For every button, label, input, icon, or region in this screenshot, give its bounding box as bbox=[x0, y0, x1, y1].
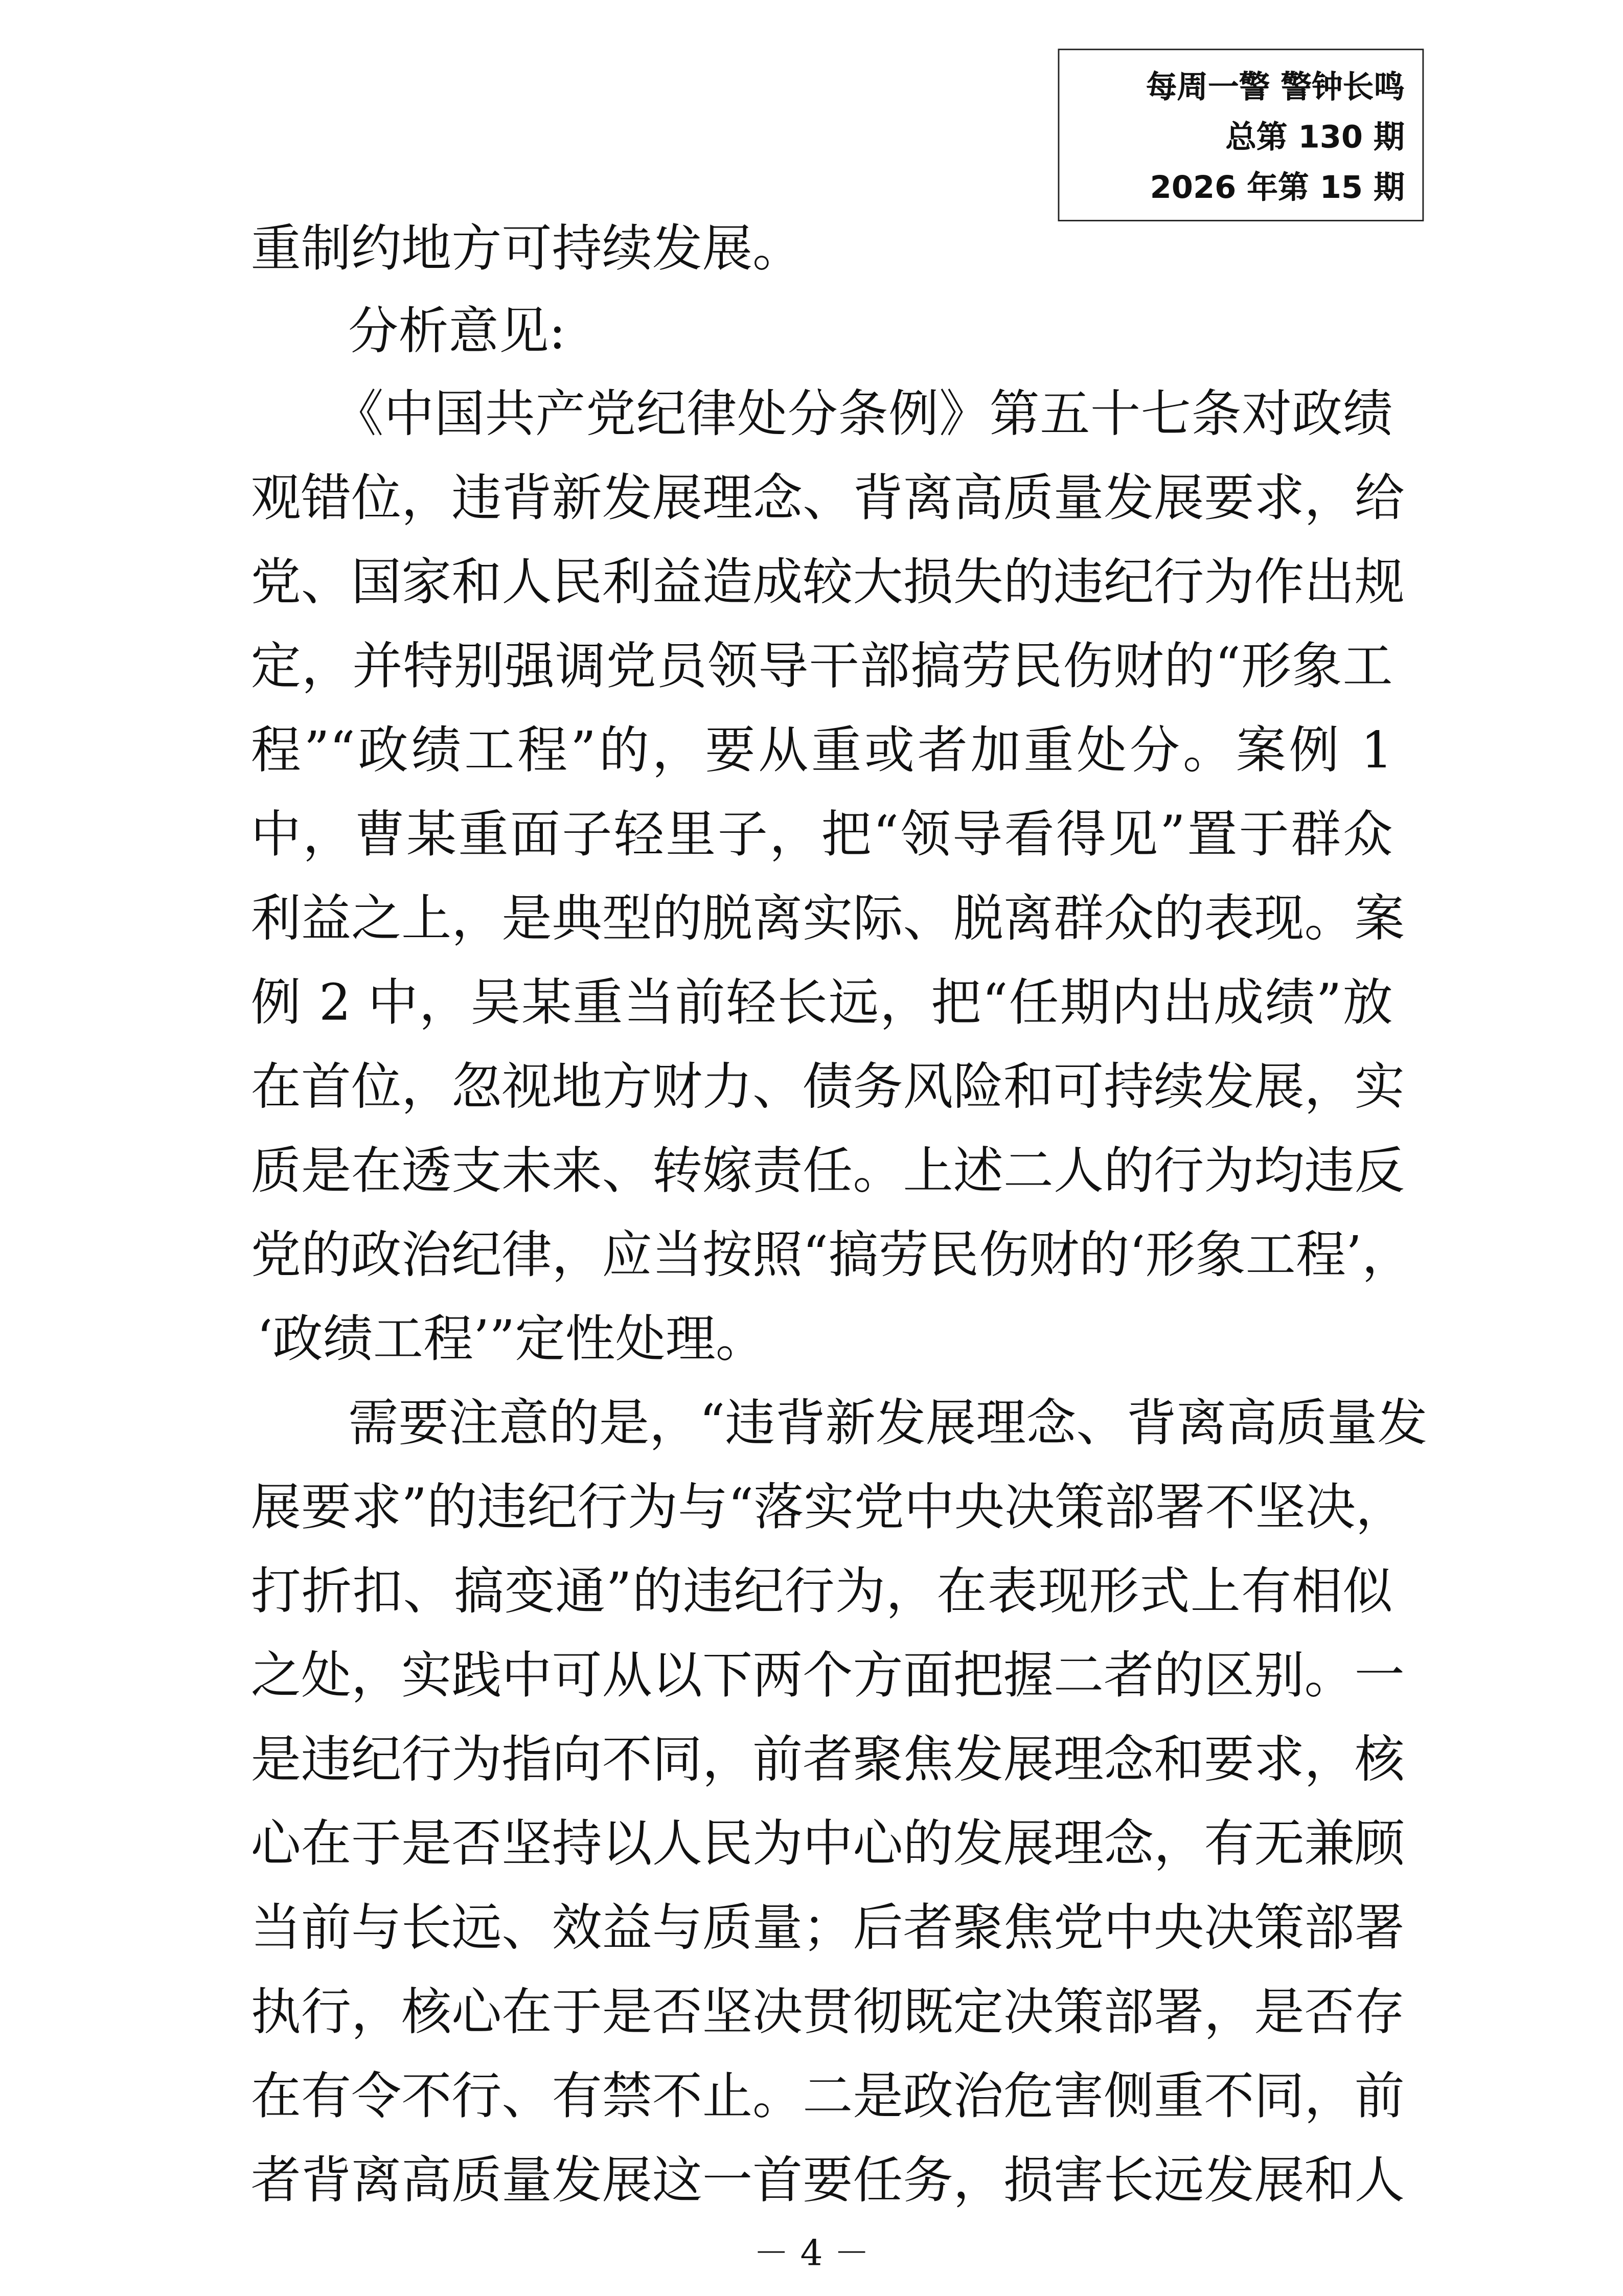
issue-stamp-box bbox=[1058, 49, 1424, 221]
page-number: － 4 － bbox=[753, 2233, 870, 2274]
body-line: 质是在透支未来、转嫁责任。上述二人的行为均违反 bbox=[250, 1142, 1405, 1201]
body-line: 重制约地方可持续发展。 bbox=[250, 220, 803, 279]
stamp-total-issue: 总第 130 期 bbox=[1225, 119, 1405, 155]
body-line: 者背离高质量发展这一首要任务，损害长远发展和人 bbox=[250, 2151, 1405, 2211]
body-line: 党、国家和人民利益造成较大损失的违纪行为作出规 bbox=[250, 553, 1405, 612]
body-line: 定，并特别强调党员领导干部搞劳民伤财的“形象工 bbox=[250, 637, 1393, 697]
body-line: 利益之上，是典型的脱离实际、脱离群众的表现。案 bbox=[250, 890, 1405, 949]
body-line: 是违纪行为指向不同，前者聚焦发展理念和要求，核 bbox=[250, 1731, 1405, 1790]
body-line: 《中国共产党纪律处分条例》第五十七条对政绩 bbox=[333, 385, 1393, 444]
body-line: 程”“政绩工程”的，要从重或者加重处分。案例 1 bbox=[250, 721, 1393, 781]
body-line: 之处，实践中可从以下两个方面把握二者的区别。一 bbox=[250, 1647, 1405, 1706]
body-line: 中，曹某重面子轻里子，把“领导看得见”置于群众 bbox=[250, 805, 1393, 865]
section-heading: 分析意见: bbox=[348, 302, 566, 362]
body-line: 需要注意的是，“违背新发展理念、背离高质量发 bbox=[348, 1394, 1428, 1454]
body-line: 心在于是否坚持以人民为中心的发展理念，有无兼顾 bbox=[250, 1815, 1405, 1874]
stamp-issue: 2026 年第 15 期 bbox=[1150, 169, 1405, 206]
body-line: 在首位，忽视地方财力、债务风险和可持续发展，实 bbox=[250, 1058, 1405, 1117]
body-line: 当前与长远、效益与质量；后者聚焦党中央决策部署 bbox=[250, 1899, 1405, 1959]
body-line: 党的政治纪律，应当按照“搞劳民伤财的‘形象工程’， bbox=[250, 1226, 1412, 1286]
stamp-title: 每周一警 警钟长鸣 bbox=[1146, 69, 1405, 105]
body-line: 观错位，违背新发展理念、背离高质量发展要求，给 bbox=[250, 469, 1405, 529]
body-line: 执行，核心在于是否坚决贯彻既定决策部署，是否存 bbox=[250, 1983, 1405, 2042]
body-line: 打折扣、搞变通”的违纪行为，在表现形式上有相似 bbox=[250, 1562, 1393, 1622]
body-line: 展要求”的违纪行为与“落实党中央决策部署不坚决， bbox=[250, 1479, 1406, 1538]
body-line: ‘政绩工程’”定性处理。 bbox=[257, 1310, 766, 1370]
body-line: 在有令不行、有禁不止。二是政治危害侧重不同，前 bbox=[250, 2067, 1405, 2127]
body-line: 例 2 中，吴某重当前轻长远，把“任期内出成绩”放 bbox=[250, 974, 1393, 1033]
